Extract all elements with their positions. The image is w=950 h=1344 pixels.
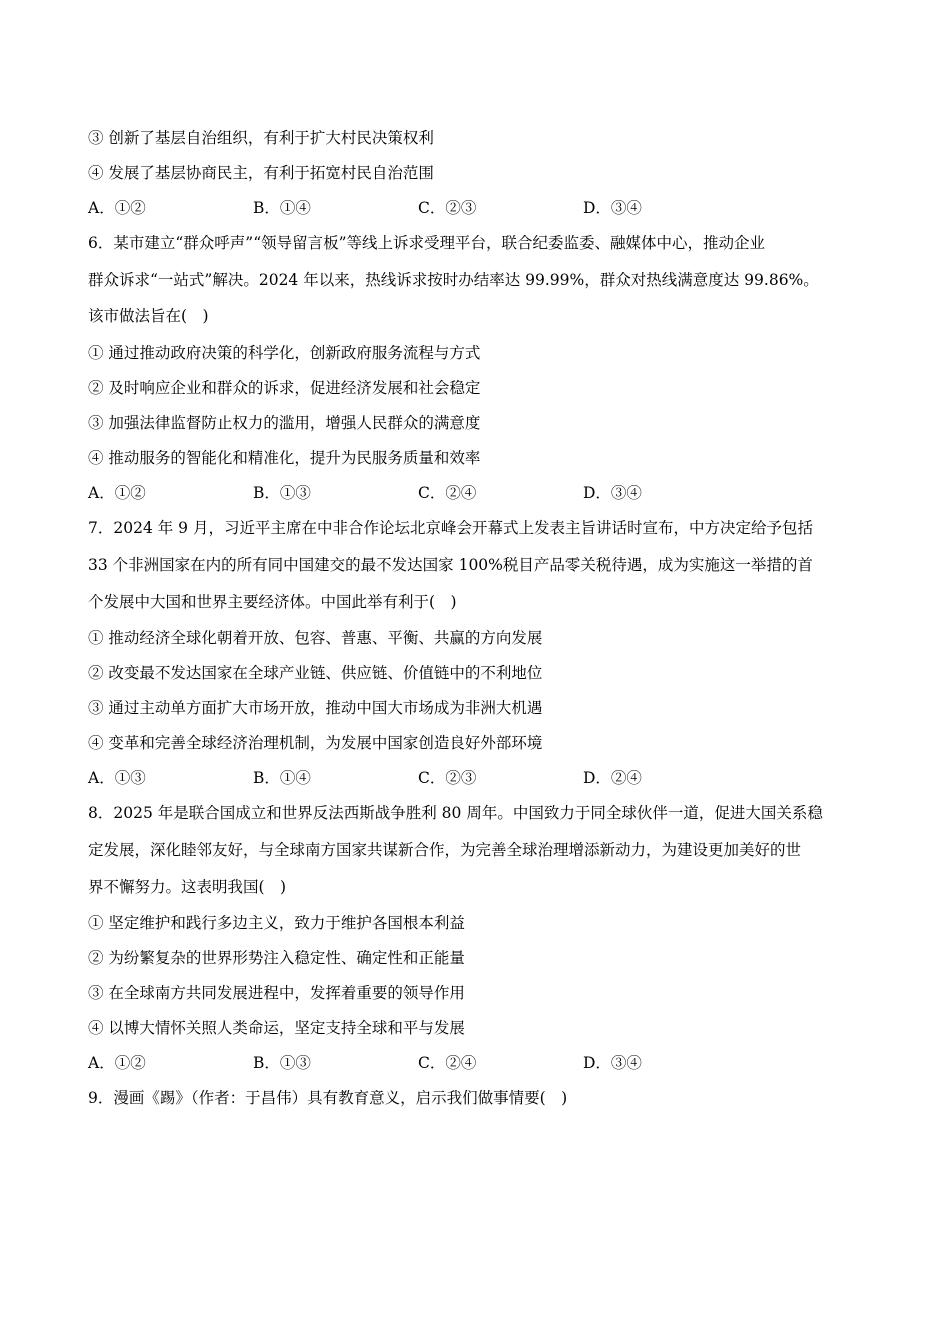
q6-stem-line-3: 该市做法旨在( ) (88, 307, 209, 325)
q7-option-b[interactable]: B．①④ (253, 769, 311, 787)
q8-item-3: ③ 在全球南方共同发展进程中，发挥着重要的领导作用 (88, 984, 465, 1002)
q5-option-d[interactable]: D．③④ (583, 199, 642, 217)
q6-item-4: ④ 推动服务的智能化和精准化，提升为民服务质量和效率 (88, 449, 481, 467)
q8-option-b[interactable]: B．①③ (253, 1054, 311, 1072)
q5-item-4: ④ 发展了基层协商民主，有利于拓宽村民自治范围 (88, 164, 434, 182)
q7-item-3: ③ 通过主动单方面扩大市场开放，推动中国大市场成为非洲大机遇 (88, 699, 543, 717)
q6-item-3: ③ 加强法律监督防止权力的滥用，增强人民群众的满意度 (88, 414, 481, 432)
q7-item-4: ④ 变革和完善全球经济治理机制，为发展中国家创造良好外部环境 (88, 734, 543, 752)
q8-option-a[interactable]: A．①② (88, 1054, 146, 1072)
q8-stem-line-3: 界不懈努力。这表明我国( ) (88, 878, 287, 896)
q6-item-1: ① 通过推动政府决策的科学化，创新政府服务流程与方式 (88, 344, 481, 362)
q8-option-c[interactable]: C．②④ (418, 1054, 477, 1072)
q8-item-2: ② 为纷繁复杂的世界形势注入稳定性、确定性和正能量 (88, 949, 465, 967)
q6-stem-line-2: 群众诉求“一站式”解决。2024 年以来，热线诉求按时办结率达 99.99%，群众对热线满意度达 99.86%。 (88, 271, 819, 289)
q5-option-c[interactable]: C．②③ (418, 199, 477, 217)
q6-option-d[interactable]: D．③④ (583, 484, 642, 502)
q8-stem-line-2: 定发展，深化睦邻友好，与全球南方国家共谋新合作，为完善全球治理增添新动力，为建设更加美好的世 (88, 841, 802, 859)
q6-option-c[interactable]: C．②④ (418, 484, 477, 502)
q7-stem-line-3: 个发展中大国和世界主要经济体。中国此举有利于( ) (88, 593, 457, 611)
q5-option-b[interactable]: B．①④ (253, 199, 311, 217)
q8-stem-line-1: 8．2025 年是联合国成立和世界反法西斯战争胜利 80 周年。中国致力于同全球伙伴一道，促进大国关系稳 (88, 804, 823, 822)
q7-option-d[interactable]: D．②④ (583, 769, 642, 787)
q9-stem-line-1: 9．漫画《踢》（作者：于昌伟）具有教育意义，启示我们做事情要( ) (88, 1089, 568, 1107)
q7-option-a[interactable]: A．①③ (88, 769, 146, 787)
q8-option-d[interactable]: D．③④ (583, 1054, 642, 1072)
q7-stem-line-2: 33 个非洲国家在内的所有同中国建交的最不发达国家 100%税目产品零关税待遇，成为实施这一举措的首 (88, 556, 813, 574)
q5-item-3: ③ 创新了基层自治组织，有利于扩大村民决策权利 (88, 129, 434, 147)
q6-option-a[interactable]: A．①② (88, 484, 146, 502)
q7-stem-line-1: 7．2024 年 9 月，习近平主席在中非合作论坛北京峰会开幕式上发表主旨讲话时宣布，中方决定给予包括 (88, 519, 813, 537)
q7-item-1: ① 推动经济全球化朝着开放、包容、普惠、平衡、共赢的方向发展 (88, 629, 543, 647)
q8-item-1: ① 坚定维护和践行多边主义，致力于维护各国根本利益 (88, 914, 465, 932)
q6-item-2: ② 及时响应企业和群众的诉求，促进经济发展和社会稳定 (88, 379, 481, 397)
q8-item-4: ④ 以博大情怀关照人类命运，坚定支持全球和平与发展 (88, 1019, 465, 1037)
q5-option-a[interactable]: A．①② (88, 199, 146, 217)
q7-option-c[interactable]: C．②③ (418, 769, 477, 787)
q6-option-b[interactable]: B．①③ (253, 484, 311, 502)
q7-item-2: ② 改变最不发达国家在全球产业链、供应链、价值链中的不利地位 (88, 664, 543, 682)
q6-stem-line-1: 6．某市建立“群众呼声”“领导留言板”等线上诉求受理平台，联合纪委监委、融媒体中心，推动企业 (88, 234, 766, 252)
